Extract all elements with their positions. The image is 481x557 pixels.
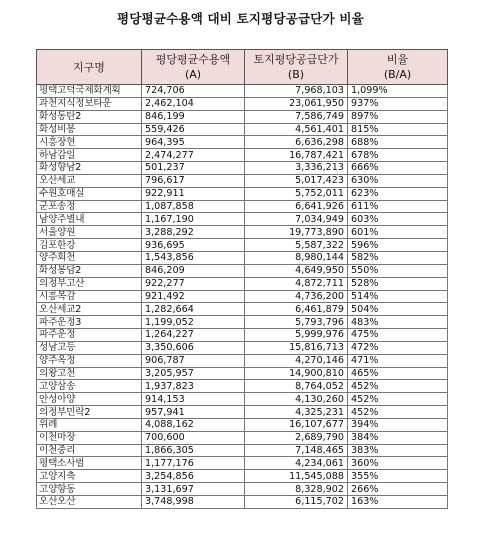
header-ratio-label: 비율 [386,53,409,66]
cell-district: 화성향남2 [37,162,142,175]
cell-ratio: 266% [348,483,448,496]
cell-district: 하남감일 [37,149,142,162]
cell-ratio: 383% [348,444,448,457]
cell-district: 의정부민락2 [37,406,142,419]
cell-district: 파주운정 [37,329,142,342]
table-row [37,110,448,123]
table-row [37,316,448,329]
table-row [37,136,448,149]
table-row [37,290,448,303]
cell-district: 화성비봉 [37,123,142,136]
table-row [37,329,448,342]
cell-district: 이천중리 [37,444,142,457]
cell-supply-price: 7,148,465 [245,444,348,457]
table-row [37,239,448,252]
cell-avg-comp: 1,177,176 [142,457,245,470]
cell-avg-comp: 724,706 [142,85,245,98]
header-district-label: 지구명 [73,60,105,74]
cell-district: 고양삼송 [37,380,142,393]
cell-ratio: 465% [348,367,448,380]
table-row [37,444,448,457]
header-avg-comp [142,50,245,85]
table-row [37,354,448,367]
cell-supply-price: 4,649,950 [245,264,348,277]
cell-district: 위례 [37,418,142,431]
table-row [37,418,448,431]
table-row [37,483,448,496]
cell-avg-comp: 3,748,998 [142,496,245,509]
table-row [37,470,448,483]
header-supply-price [245,50,348,85]
table-row [37,380,448,393]
table-row [37,149,448,162]
cell-ratio: 582% [348,251,448,264]
table-row [37,97,448,110]
data-table [36,49,448,509]
page-title: 평당평균수용액 대비 토지평당공급단가 비율 [117,11,364,26]
cell-avg-comp: 1,199,052 [142,316,245,329]
cell-district: 화성봉담2 [37,264,142,277]
cell-avg-comp: 922,277 [142,277,245,290]
cell-ratio: 355% [348,470,448,483]
cell-ratio: 528% [348,277,448,290]
cell-supply-price: 5,017,423 [245,174,348,187]
cell-supply-price: 4,872,711 [245,277,348,290]
table-row [37,393,448,406]
header-supply-price-label: 토지평당공급단가 [253,53,339,66]
cell-ratio: 452% [348,406,448,419]
cell-ratio: 483% [348,316,448,329]
cell-supply-price: 3,336,213 [245,162,348,175]
cell-district: 서울양원 [37,226,142,239]
cell-ratio: 596% [348,239,448,252]
table-row [37,496,448,509]
cell-district: 양주옥정 [37,354,142,367]
cell-ratio: 504% [348,303,448,316]
cell-supply-price: 23,061,950 [245,97,348,110]
cell-ratio: 897% [348,110,448,123]
cell-ratio: 452% [348,393,448,406]
cell-avg-comp: 796,617 [142,174,245,187]
table-row [37,174,448,187]
cell-supply-price: 19,773,890 [245,226,348,239]
cell-supply-price: 7,586,749 [245,110,348,123]
cell-avg-comp: 1,282,664 [142,303,245,316]
cell-avg-comp: 2,462,104 [142,97,245,110]
cell-district: 화성동탄2 [37,110,142,123]
cell-supply-price: 8,764,052 [245,380,348,393]
cell-supply-price: 6,636,298 [245,136,348,149]
table-body [37,85,448,509]
cell-district: 평택고덕국제화계획 [37,85,142,98]
cell-ratio: 360% [348,457,448,470]
cell-avg-comp: 3,254,856 [142,470,245,483]
cell-ratio: 601% [348,226,448,239]
cell-district: 고양지축 [37,470,142,483]
cell-avg-comp: 1,264,227 [142,329,245,342]
cell-ratio: 472% [348,341,448,354]
cell-district: 오산세교 [37,174,142,187]
cell-supply-price: 4,736,200 [245,290,348,303]
header-ratio-sub: (B/A) [383,68,412,81]
cell-avg-comp: 4,088,162 [142,418,245,431]
table-row [37,123,448,136]
cell-district: 안성아양 [37,393,142,406]
table-row [37,85,448,98]
table-row [37,162,448,175]
cell-avg-comp: 1,543,856 [142,251,245,264]
table-row [37,226,448,239]
cell-supply-price: 5,999,976 [245,329,348,342]
cell-supply-price: 4,325,231 [245,406,348,419]
table-row [37,187,448,200]
cell-supply-price: 6,641,926 [245,200,348,213]
cell-district: 군포송정 [37,200,142,213]
cell-district: 오산오산 [37,496,142,509]
cell-district: 성남고등 [37,341,142,354]
cell-supply-price: 5,587,322 [245,239,348,252]
table-row [37,431,448,444]
cell-district: 오산세교2 [37,303,142,316]
cell-ratio: 815% [348,123,448,136]
header-avg-comp-sub: (A) [184,68,202,81]
table-row [37,251,448,264]
cell-supply-price: 8,328,902 [245,483,348,496]
table-row [37,367,448,380]
cell-ratio: 630% [348,174,448,187]
header-supply-price-sub: (B) [287,68,305,81]
cell-ratio: 514% [348,290,448,303]
cell-ratio: 163% [348,496,448,509]
cell-ratio: 937% [348,97,448,110]
cell-avg-comp: 921,492 [142,290,245,303]
cell-avg-comp: 936,695 [142,239,245,252]
cell-ratio: 471% [348,354,448,367]
cell-supply-price: 16,787,421 [245,149,348,162]
table-row [37,406,448,419]
cell-ratio: 688% [348,136,448,149]
cell-district: 이천마장 [37,431,142,444]
cell-avg-comp: 3,288,292 [142,226,245,239]
cell-avg-comp: 846,209 [142,264,245,277]
cell-ratio: 603% [348,213,448,226]
cell-supply-price: 4,561,401 [245,123,348,136]
cell-avg-comp: 846,199 [142,110,245,123]
table-header-row [37,50,448,85]
cell-avg-comp: 559,426 [142,123,245,136]
table-row [37,213,448,226]
header-ratio [348,50,448,85]
cell-district: 시흥목감 [37,290,142,303]
cell-supply-price: 5,752,011 [245,187,348,200]
cell-supply-price: 15,816,713 [245,341,348,354]
header-district [37,50,142,85]
cell-district: 평택소사벌 [37,457,142,470]
cell-ratio: 678% [348,149,448,162]
cell-ratio: 623% [348,187,448,200]
cell-supply-price: 4,234,061 [245,457,348,470]
cell-supply-price: 5,793,796 [245,316,348,329]
cell-district: 의왕고천 [37,367,142,380]
table-row [37,264,448,277]
cell-ratio: 475% [348,329,448,342]
cell-supply-price: 14,900,810 [245,367,348,380]
cell-avg-comp: 906,787 [142,354,245,367]
cell-ratio: 666% [348,162,448,175]
header-avg-comp-label: 평당평균수용액 [155,53,231,66]
cell-avg-comp: 3,350,606 [142,341,245,354]
cell-supply-price: 16,107,677 [245,418,348,431]
cell-ratio: 1,099% [348,85,448,98]
cell-avg-comp: 501,237 [142,162,245,175]
cell-supply-price: 6,461,879 [245,303,348,316]
cell-avg-comp: 964,395 [142,136,245,149]
cell-supply-price: 11,545,088 [245,470,348,483]
cell-avg-comp: 1,937,823 [142,380,245,393]
cell-district: 양주회천 [37,251,142,264]
table-row [37,303,448,316]
cell-avg-comp: 2,474,277 [142,149,245,162]
cell-supply-price: 6,115,702 [245,496,348,509]
cell-district: 남양주별내 [37,213,142,226]
cell-district: 과천지식정보타운 [37,97,142,110]
cell-supply-price: 7,968,103 [245,85,348,98]
cell-avg-comp: 1,866,305 [142,444,245,457]
cell-avg-comp: 1,087,858 [142,200,245,213]
cell-supply-price: 4,270,146 [245,354,348,367]
cell-district: 파주운정3 [37,316,142,329]
cell-district: 수원호매실 [37,187,142,200]
cell-district: 시흥장현 [37,136,142,149]
table-row [37,457,448,470]
cell-district: 고양향동 [37,483,142,496]
cell-avg-comp: 957,941 [142,406,245,419]
cell-district: 김포한강 [37,239,142,252]
cell-supply-price: 2,689,790 [245,431,348,444]
cell-avg-comp: 1,167,190 [142,213,245,226]
table-row [37,200,448,213]
cell-ratio: 452% [348,380,448,393]
cell-avg-comp: 3,205,957 [142,367,245,380]
cell-supply-price: 4,130,260 [245,393,348,406]
cell-supply-price: 7,034,949 [245,213,348,226]
table-row [37,341,448,354]
cell-avg-comp: 914,153 [142,393,245,406]
cell-supply-price: 8,980,144 [245,251,348,264]
cell-avg-comp: 700,600 [142,431,245,444]
cell-avg-comp: 922,911 [142,187,245,200]
cell-avg-comp: 3,131,697 [142,483,245,496]
cell-ratio: 550% [348,264,448,277]
cell-district: 의정부고산 [37,277,142,290]
cell-ratio: 611% [348,200,448,213]
cell-ratio: 384% [348,431,448,444]
table-row [37,277,448,290]
cell-ratio: 394% [348,418,448,431]
